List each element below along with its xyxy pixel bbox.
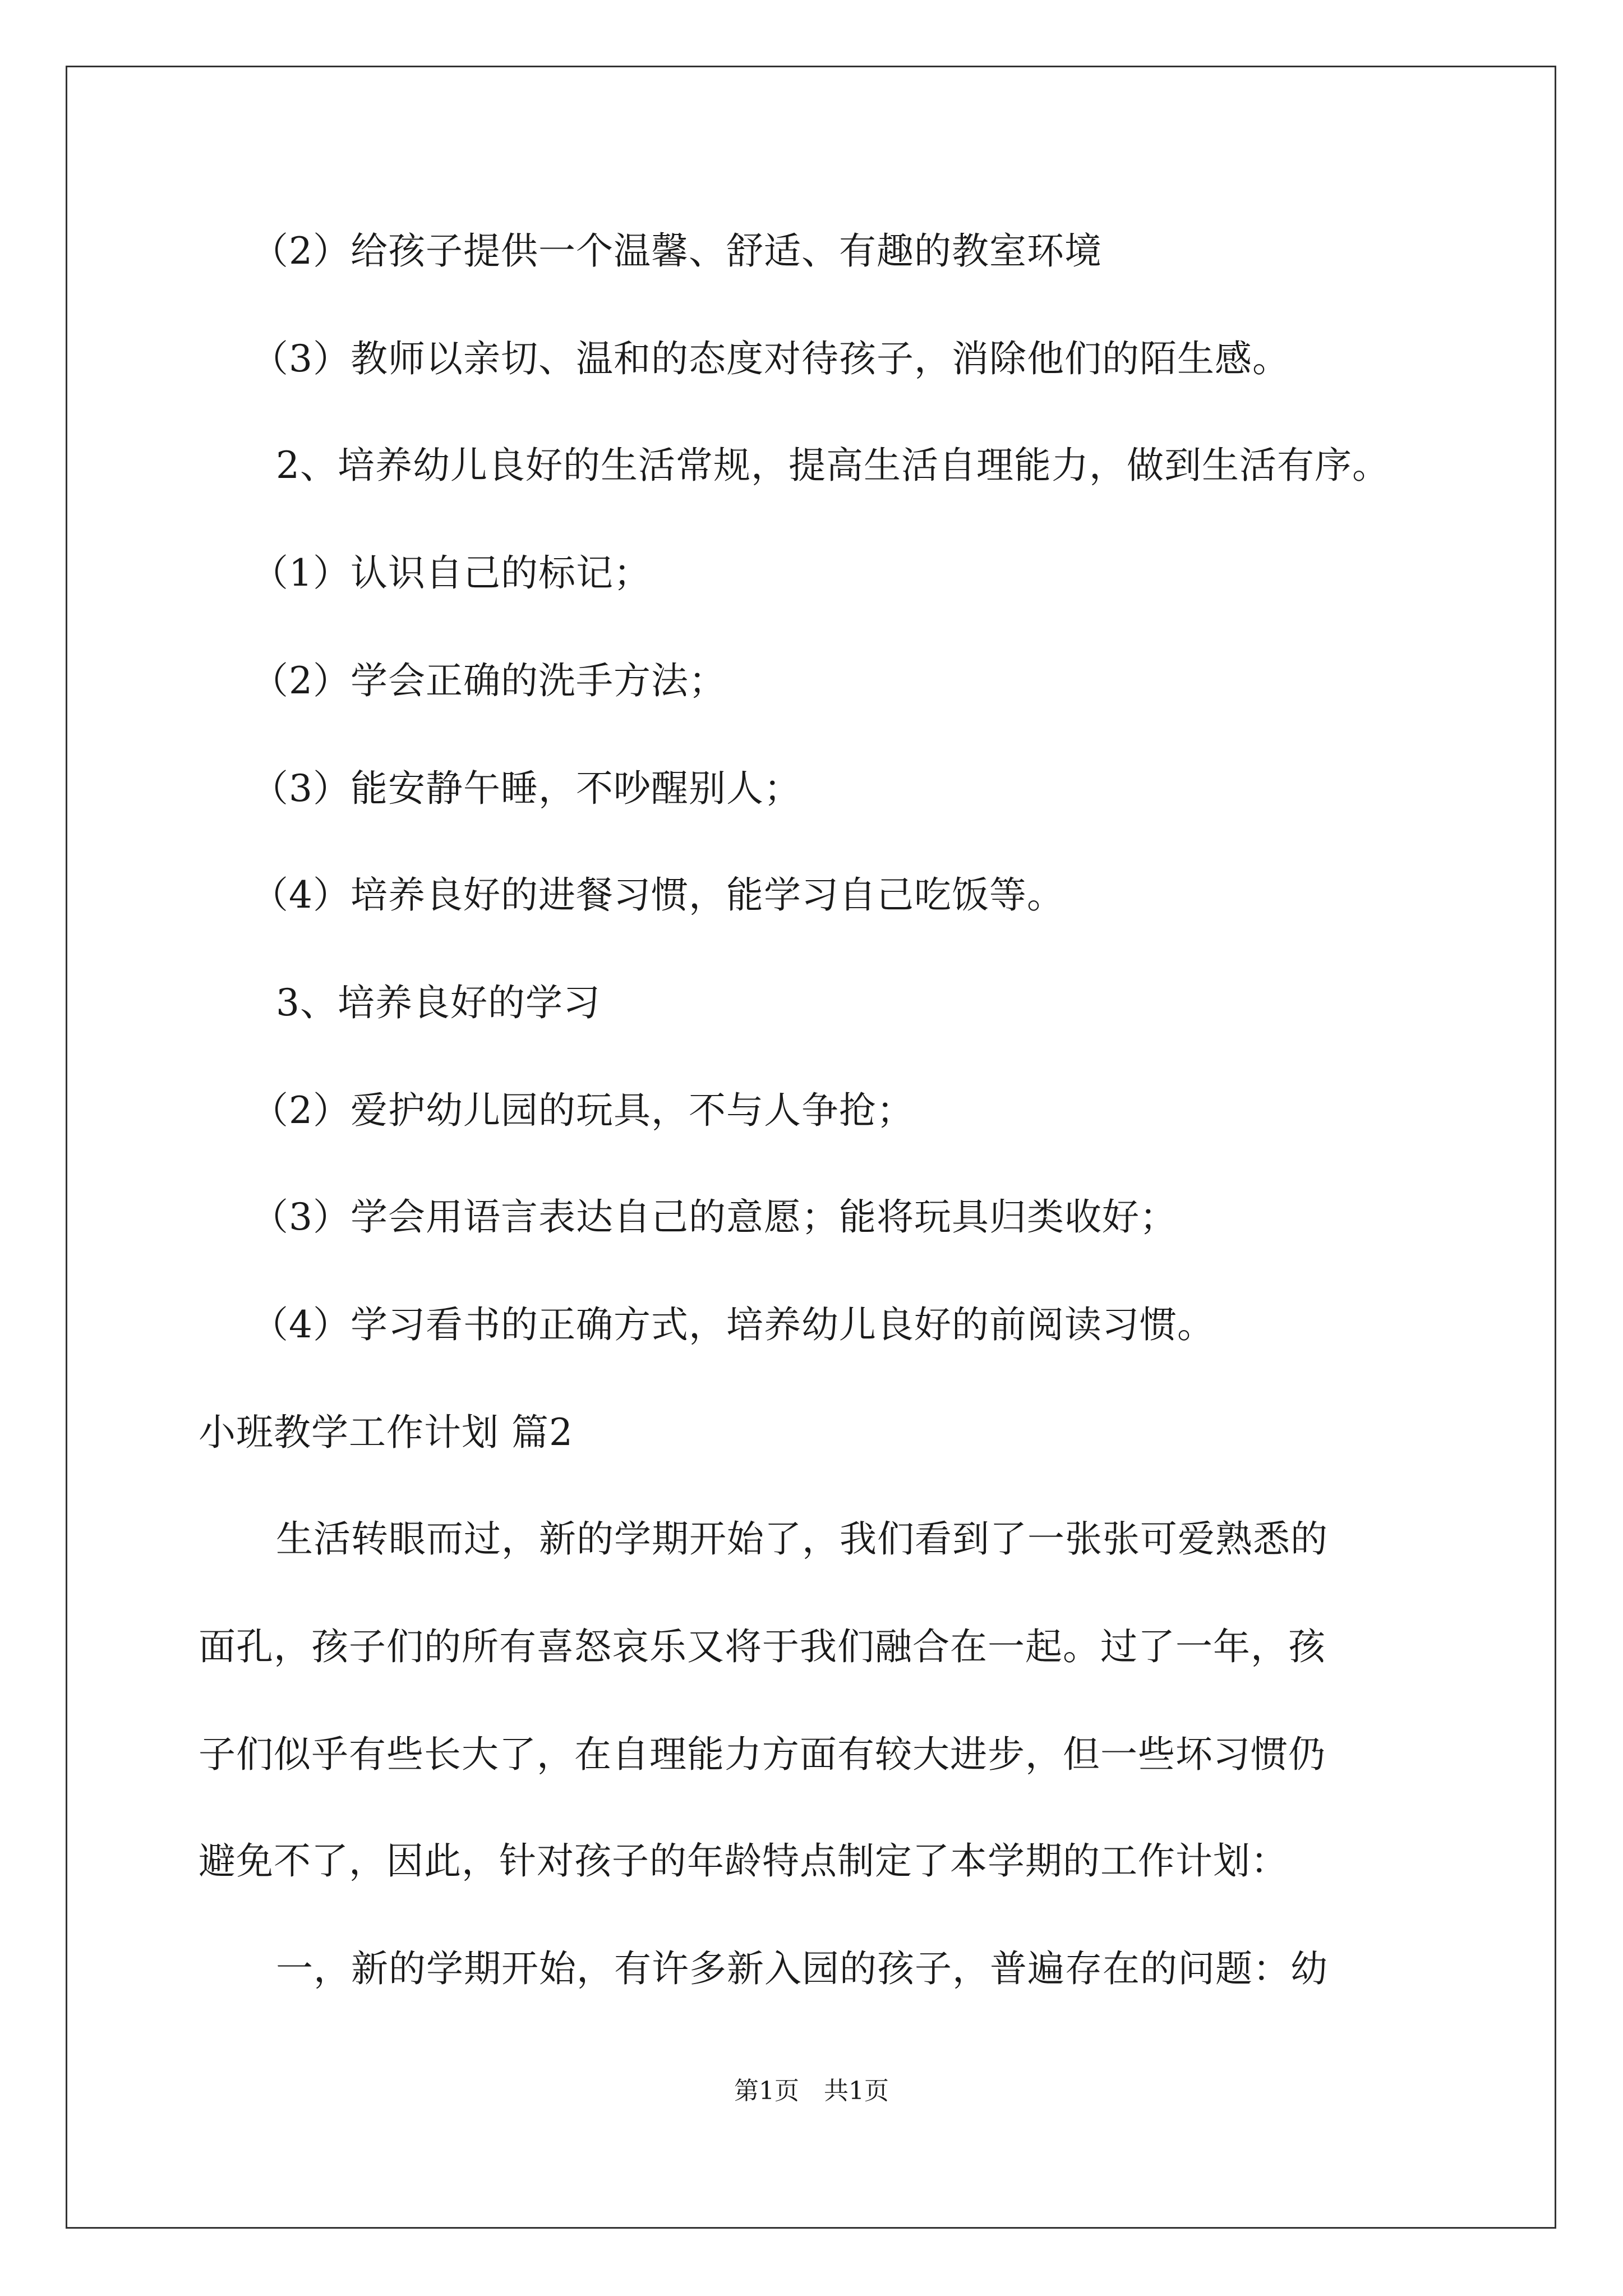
list-item: （3）能安静午睡，不吵醒别人； [251, 767, 801, 810]
paragraph-line: 子们似乎有些长大了，在自理能力方面有较大进步，但一些坏习惯仍 [199, 1733, 1326, 1776]
list-item: （2）学会正确的洗手方法； [251, 659, 726, 702]
section-heading: 3、培养良好的学习 [276, 981, 601, 1024]
page-border [66, 66, 1556, 2229]
list-item: （4）培养良好的进餐习惯，能学习自己吃饭等。 [251, 873, 1064, 917]
list-item: （3）学会用语言表达自己的意愿；能将玩具归类收好； [251, 1195, 1177, 1239]
article-title: 小班教学工作计划 篇2 [199, 1411, 573, 1454]
list-item: （2）爱护幼儿园的玩具，不与人争抢； [251, 1089, 914, 1132]
paragraph-line: 一，新的学期开始，有许多新入园的孩子，普遍存在的问题：幼 [276, 1947, 1328, 1990]
paragraph-line: 避免不了，因此，针对孩子的年龄特点制定了本学期的工作计划： [199, 1839, 1288, 1883]
list-item: （2）给孩子提供一个温馨、舒适、有趣的教室环境 [251, 229, 1102, 273]
list-item: （3）教师以亲切、温和的态度对待孩子，消除他们的陌生感。 [251, 337, 1290, 380]
paragraph-line: 生活转眼而过，新的学期开始了，我们看到了一张张可爱熟悉的 [276, 1517, 1328, 1561]
page-footer: 第1页 共1页 [734, 2077, 889, 2105]
list-item: （1）认识自己的标记； [251, 551, 651, 595]
list-item: （4）学习看书的正确方式，培养幼儿良好的前阅读习惯。 [251, 1303, 1215, 1346]
section-heading: 2、培养幼儿良好的生活常规，提高生活自理能力，做到生活有序。 [276, 444, 1390, 487]
paragraph-line: 面孔，孩子们的所有喜怒哀乐又将于我们融合在一起。过了一年，孩 [199, 1625, 1326, 1668]
